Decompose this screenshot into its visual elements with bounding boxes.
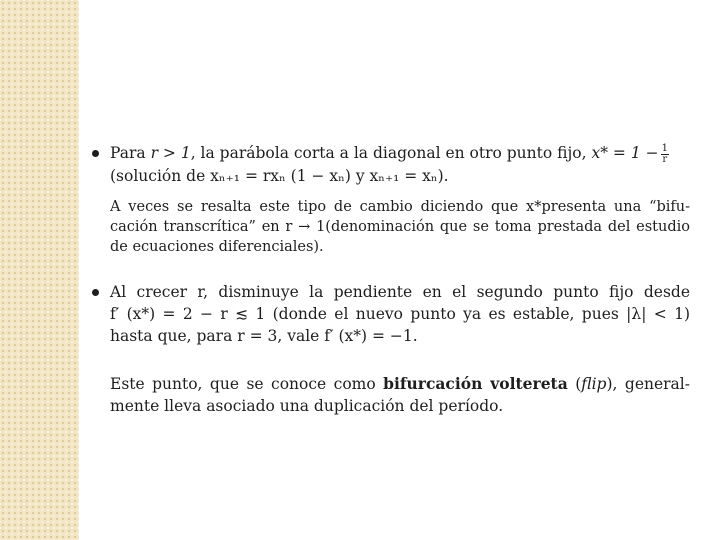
- bullet-dot-icon: [92, 289, 99, 296]
- note-line-3: de ecuaciones diferenciales).: [110, 238, 324, 255]
- decorative-side-strip: [0, 0, 79, 540]
- math-span: r > 1: [150, 144, 191, 162]
- fraction-denominator: r: [662, 153, 668, 165]
- bullet-1-line-2: (solución de xₙ₊₁ = rxₙ (1 − xₙ) y xₙ₊₁ = xₙ).: [110, 166, 449, 185]
- note-paragraph: [110, 197, 690, 257]
- note-line-2: cación transcrítica” en r → 1(denominación que se toma prestada del estudio: [110, 218, 690, 235]
- bullet-2-line-2: f′ (x*) = 2 − r ≲ 1 (donde el nuevo punto ya es estable, pues |λ| < 1): [110, 304, 690, 323]
- math-span: x* = 1 −: [591, 144, 659, 162]
- slide-content: [86, 142, 690, 417]
- text-span: ), general-: [606, 374, 690, 393]
- italic-term: flip: [581, 374, 607, 393]
- bullet-dot-icon: [92, 150, 99, 157]
- bullet-1-line-1: [110, 142, 690, 165]
- fraction: [661, 144, 669, 165]
- bullet-2-line-1: Al crecer r, disminuye la pendiente en el segundo punto fijo desde: [110, 282, 690, 301]
- text-span: Para: [110, 144, 151, 162]
- text-span: (: [567, 374, 582, 393]
- note-line-1: A veces se resalta este tipo de cambio diciendo que x*presenta una “bifu-: [110, 198, 690, 215]
- flip-line-2: mente lleva asociado una duplicación del período.: [110, 396, 504, 415]
- flip-paragraph: [110, 373, 690, 417]
- bullet-item-2: [86, 281, 690, 417]
- bullet-item-1: [86, 142, 690, 257]
- flip-line-1: [110, 373, 690, 395]
- text-span: , la parábola corta a la diagonal en otro punto fijo,: [190, 144, 592, 162]
- text-span: Este punto, que se conoce como: [110, 374, 384, 393]
- bold-term: bifurcación voltereta: [383, 373, 568, 393]
- bullet-2-line-3: hasta que, para r = 3, vale f′ (x*) = −1.: [110, 326, 418, 345]
- fraction-numerator: 1: [661, 142, 668, 154]
